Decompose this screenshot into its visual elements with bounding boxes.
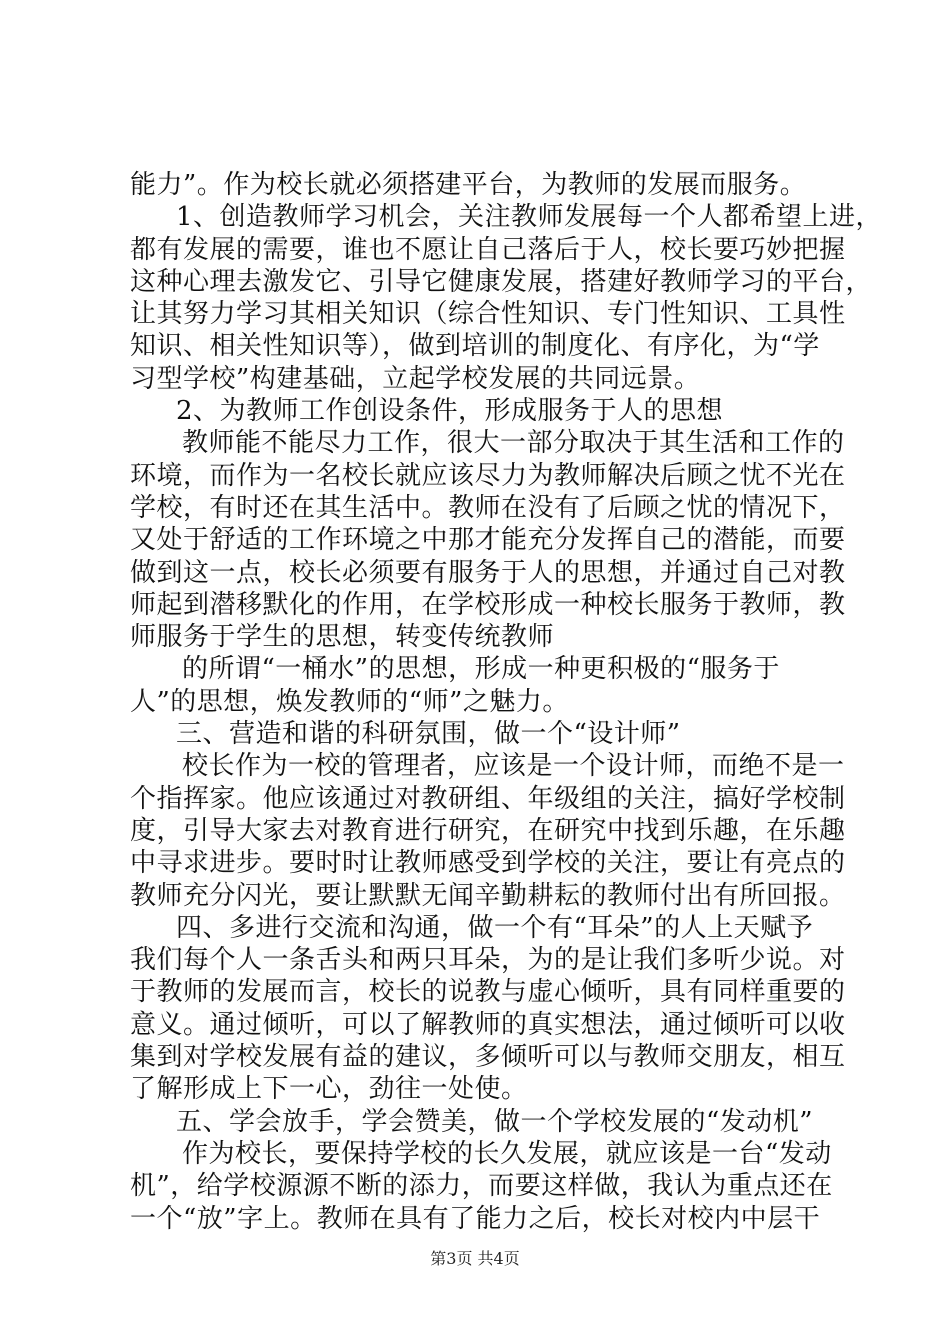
text-line: 习型学校”构建基础，立起学校发展的共同远景。 [130,363,701,394]
text-line: 做到这一点，校长必须要有服务于人的思想，并通过自己对教 [130,557,846,588]
text-line: 作为校长，要保持学校的长久发展，就应该是一台“发动 [182,1138,832,1169]
text-line: 1、创造教师学习机会，关注教师发展每一个人都希望上进， [176,202,883,233]
text-line: 师服务于学生的思想，转变传统教师 [130,622,555,653]
text-line: 了解形成上下一心，劲往一处使。 [130,1074,528,1105]
text-line: 2、为教师工作创设条件，形成服务于人的思想 [176,396,724,427]
text-line: 环境，而作为一名校长就应该尽力为教师解决后顾之忧不光在 [130,460,846,491]
text-line: 四、多进行交流和沟通，做一个有“耳朵”的人上天赋予 [176,912,814,943]
text-line: 度，引导大家去对教育进行研究，在研究中找到乐趣，在乐趣 [130,815,846,846]
text-line: 这种心理去激发它、引导它健康发展，搭建好教师学习的平台， [130,266,873,297]
text-line: 师起到潜移默化的作用，在学校形成一种校长服务于教师，教 [130,589,846,620]
text-line: 我们每个人一条舌头和两只耳朵，为的是让我们多听少说。对 [130,945,846,976]
text-line: 个指挥家。他应该通过对教研组、年级组的关注，搞好学校制 [130,783,846,814]
text-line: 学校，有时还在其生活中。教师在没有了后顾之忧的情况下， [130,492,846,523]
text-line: 于教师的发展而言，校长的说教与虚心倾听，具有同样重要的 [130,977,846,1008]
text-line: 能力”。作为校长就必须搭建平台，为教师的发展而服务。 [130,170,807,200]
text-line: 五、学会放手，学会赞美，做一个学校发展的“发动机” [176,1106,814,1137]
text-line: 教师充分闪光，要让默默无闻辛勤耕耘的教师付出有所回报。 [130,880,846,911]
text-line: 中寻求进步。要时时让教师感受到学校的关注，要让有亮点的 [130,848,846,879]
text-line: 集到对学校发展有益的建议，多倾听可以与教师交朋友，相互 [130,1042,846,1073]
text-line: 教师能不能尽力工作，很大一部分取决于其生活和工作的 [182,428,845,459]
text-line: 让其努力学习其相关知识（综合性知识、专门性知识、工具性 [130,299,846,330]
page-number-footer: 第3页 共4页 [430,1249,520,1268]
text-line: 人”的思想，焕发教师的“师”之魅力。 [130,686,569,717]
document-body [130,169,883,1235]
text-line: 都有发展的需要，谁也不愿让自己落后于人，校长要巧妙把握 [130,234,846,265]
text-line: 的所谓“一桶水”的思想，形成一种更积极的“服务于 [182,654,780,685]
text-line: 知识、相关性知识等），做到培训的制度化、有序化，为“学 [130,331,820,362]
text-line: 机”，给学校源源不断的添力，而要这样做，我认为重点还在 [130,1171,833,1202]
text-line: 校长作为一校的管理者，应该是一个设计师，而绝不是一 [182,751,845,782]
text-line: 意义。通过倾听，可以了解教师的真实想法，通过倾听可以收 [130,1009,846,1040]
text-line: 一个“放”字上。教师在具有了能力之后，校长对校内中层干 [130,1203,821,1234]
text-line: 三、营造和谐的科研氛围，做一个“设计师” [176,719,681,750]
text-line: 又处于舒适的工作环境之中那才能充分发挥自己的潜能，而要 [130,525,846,556]
